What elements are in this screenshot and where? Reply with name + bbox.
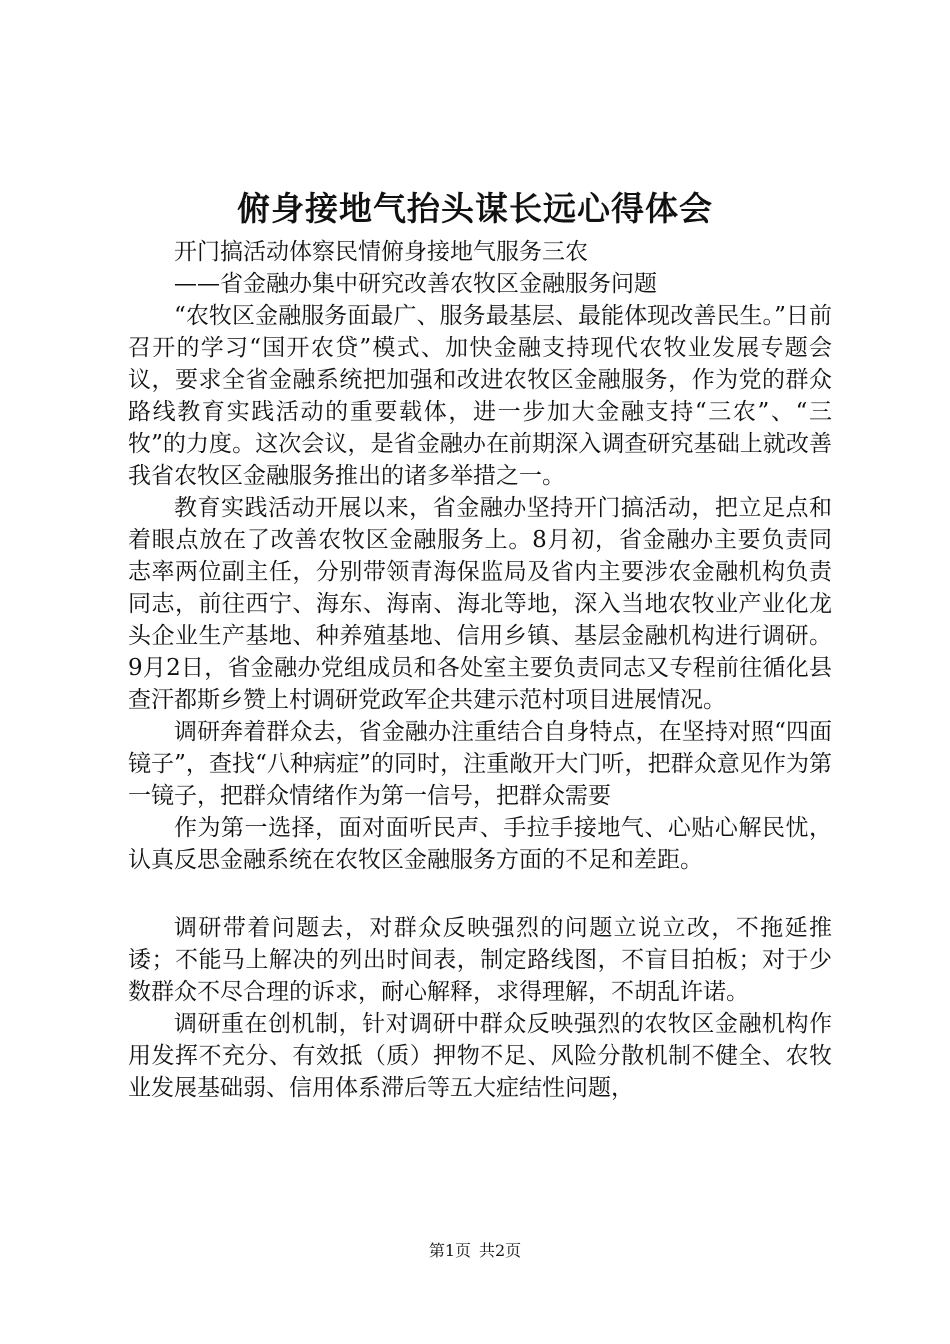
paragraph: 教育实践活动开展以来，省金融办坚持开门搞活动，把立足点和着眼点放在了改善农牧区金融服务上。8月初，省金融办主要负责同志率两位副主任，分别带领青海保监局及省内主要涉农金融机构负责同志，前往西宁、海东、海南、海北等地，深入当地农牧业产业化龙头企业生产基地、种养殖基地、信用乡镇、基层金融机构进行调研。9月2日，省金融办党组成员和各处室主要负责同志又专程前往循化县查汗都斯乡赞上村调研党政军企共建示范村项目进展情况。 [128, 495, 832, 713]
paragraph-gap [128, 876, 832, 912]
paragraph: “农牧区金融服务面最广、服务最基层、最能体现改善民生。”日前召开的学习“国开农贷”模式、加快金融支持现代农牧业发展专题会议，要求全省金融系统把加强和改进农牧区金融服务，作为党的群众路线教育实践活动的重要载体，进一步加大金融支持“三农”、“三牧”的力度。这次会议，是省金融办在前期深入调查研究基础上就改善我省农牧区金融服务推出的诸多举措之一。 [128, 303, 832, 489]
paragraph: 调研重在创机制，针对调研中群众反映强烈的农牧区金融机构作用发挥不充分、有效抵（质）押物不足、风险分散机制不健全、农牧业发展基础弱、信用体系滞后等五大症结性问题， [128, 1011, 832, 1101]
subtitle-line-2: ——省金融办集中研究改善农牧区金融服务问题 [174, 271, 657, 297]
page-number: 第1页 [428, 1241, 471, 1260]
subtitle-line-1: 开门搞活动体察民情俯身接地气服务三农 [174, 239, 588, 265]
page-footer [0, 1240, 950, 1262]
paragraph: 作为第一选择，面对面听民声、手拉手接地气、心贴心解民忧，认真反思金融系统在农牧区金融服务方面的不足和差距。 [128, 815, 832, 873]
paragraph: 调研奔着群众去，省金融办注重结合自身特点，在坚持对照“四面镜子”，查找“八种病症”的同时，注重敞开大门听，把群众意见作为第一镜子，把群众情绪作为第一信号，把群众需要 [128, 719, 832, 809]
page-total: 共2页 [479, 1241, 522, 1260]
document-body [128, 236, 832, 1104]
paragraph: 调研带着问题去，对群众反映强烈的问题立说立改，不拖延推诿；不能马上解决的列出时间表，制定路线图，不盲目拍板；对于少数群众不尽合理的诉求，耐心解释，求得理解，不胡乱许诺。 [128, 915, 832, 1005]
document-title: 俯身接地气抬头谋长远心得体会 [237, 189, 713, 228]
